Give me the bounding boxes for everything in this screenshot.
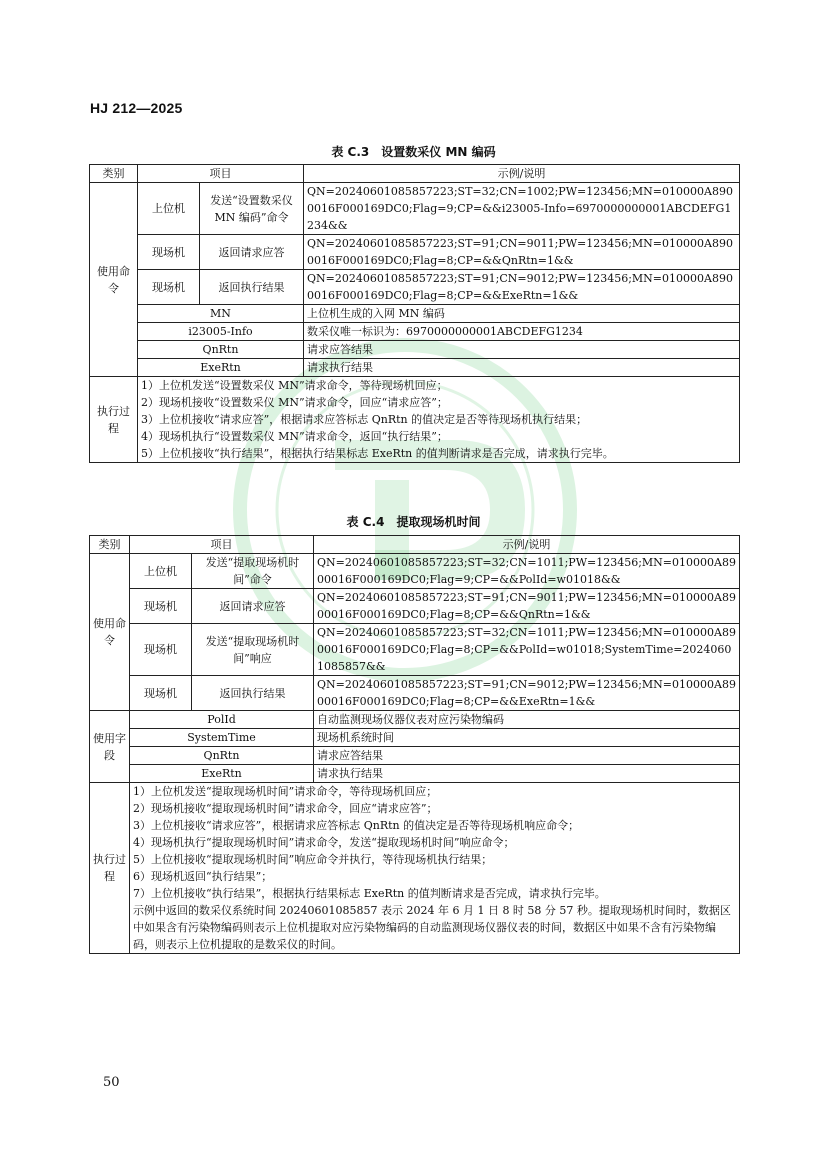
- row-example: QN=20240601085857223;ST=91;CN=9012;PW=123456;MN=010000A8900016F000169DC0;Flag=8;CP=&&ExeRtn=1&&: [314, 676, 740, 711]
- row-party: 现场机: [130, 624, 192, 676]
- process-row: [90, 783, 740, 954]
- row-action: 返回执行结果: [192, 676, 314, 711]
- row-example: QN=20240601085857223;ST=91;CN=9011;PW=123456;MN=010000A8900016F000169DC0;Flag=8;CP=&&QnRtn=1&&: [304, 235, 740, 270]
- field-desc: 请求应答结果: [304, 341, 740, 359]
- table-head-row: [90, 536, 740, 554]
- process-step: 4）现场机执行“设置数采仪 MN”请求命令，返回“执行结果”；: [141, 430, 448, 443]
- process-note: 示例中返回的数采仪系统时间 20240601085857 表示 2024 年 6 月 1 日 8 时 58 分 57 秒。提取现场机时间时，数据区中如果含有污染物编码则表示上位机提取对应污染物编码的自动监测现场仪器仪表的时间，数据区中如果不含有污染物编码，则表示上位机提取的是数采仪的时间。: [133, 904, 731, 951]
- field-desc: 请求应答结果: [314, 747, 740, 765]
- field-desc: 数采仪唯一标识为：6970000000001ABCDEFG1234: [304, 323, 740, 341]
- row-action: 返回请求应答: [192, 589, 314, 624]
- table-c3-caption: 表 C.3 设置数采仪 MN 编码: [331, 145, 496, 159]
- head-example: 示例/说明: [314, 536, 740, 554]
- category-exec-process: 执行过程: [90, 377, 138, 463]
- row-example: QN=20240601085857223;ST=91;CN=9012;PW=123456;MN=010000A8900016F000169DC0;Flag=8;CP=&&ExeRtn=1&&: [304, 270, 740, 305]
- field-name: ExeRtn: [130, 765, 314, 783]
- row-action: 发送“提取现场机时间”命令: [192, 554, 314, 589]
- row-action: 发送“提取现场机时间”响应: [192, 624, 314, 676]
- table-head-row: [90, 165, 740, 183]
- page-number: 50: [103, 1075, 120, 1090]
- document-header: HJ 212—2025: [90, 100, 183, 116]
- field-desc: 上位机生成的入网 MN 编码: [304, 305, 740, 323]
- row-party: 上位机: [130, 554, 192, 589]
- head-example: 示例/说明: [304, 165, 740, 183]
- field-row: [90, 711, 740, 729]
- process-step: 2）现场机接收“设置数采仪 MN”请求命令，回应“请求应答”；: [141, 396, 448, 409]
- field-name: SystemTime: [130, 729, 314, 747]
- row-action: 发送“设置数采仪 MN 编码”命令: [200, 183, 304, 235]
- table-c4-caption: 表 C.4 提取现场机时间: [346, 515, 481, 529]
- process-step: 6）现场机返回“执行结果”；: [133, 870, 273, 883]
- table-row: [90, 554, 740, 589]
- row-party: 现场机: [130, 676, 192, 711]
- field-name: i23005-Info: [138, 323, 304, 341]
- category-use-command: 使用命令: [90, 554, 130, 711]
- row-party: 现场机: [138, 270, 200, 305]
- field-name: ExeRtn: [138, 359, 304, 377]
- field-row: [90, 765, 740, 783]
- head-item: 项目: [138, 165, 304, 183]
- category-use-fields: 使用字段: [90, 711, 130, 783]
- row-example: QN=20240601085857223;ST=32;CN=1002;PW=123456;MN=010000A8900016F000169DC0;Flag=9;CP=&&i23005-Info=6970000000001ABCDEFG1234&&: [304, 183, 740, 235]
- field-name: QnRtn: [130, 747, 314, 765]
- head-item: 项目: [130, 536, 314, 554]
- process-row: [90, 377, 740, 463]
- process-step: 5）上位机接收“执行结果”，根据执行结果标志 ExeRtn 的值判断请求是否完成，请求执行完毕。: [141, 447, 614, 460]
- field-row: [90, 341, 740, 359]
- process-step: 1）上位机发送“提取现场机时间”请求命令，等待现场机回应；: [133, 785, 438, 798]
- row-example: QN=20240601085857223;ST=32;CN=1011;PW=123456;MN=010000A8900016F000169DC0;Flag=8;CP=&&PolId=w01018;SystemTime=20240601085857&&: [314, 624, 740, 676]
- process-steps: [138, 377, 740, 463]
- table-row: [90, 183, 740, 235]
- field-name: MN: [138, 305, 304, 323]
- table-row: [90, 676, 740, 711]
- process-step: 5）上位机接收“提取现场机时间”响应命令并执行，等待现场机执行结果；: [133, 853, 493, 866]
- table-row: [90, 624, 740, 676]
- field-desc: 请求执行结果: [304, 359, 740, 377]
- field-row: [90, 729, 740, 747]
- table-row: [90, 235, 740, 270]
- field-desc: 自动监测现场仪器仪表对应污染物编码: [314, 711, 740, 729]
- head-category: 类别: [90, 165, 138, 183]
- category-exec-process: 执行过程: [90, 783, 130, 954]
- field-row: [90, 359, 740, 377]
- field-name: QnRtn: [138, 341, 304, 359]
- field-row: [90, 323, 740, 341]
- row-party: 现场机: [130, 589, 192, 624]
- field-row: [90, 305, 740, 323]
- process-step: 2）现场机接收“提取现场机时间”请求命令，回应“请求应答”；: [133, 802, 438, 815]
- field-name: PolId: [130, 711, 314, 729]
- row-party: 现场机: [138, 235, 200, 270]
- field-desc: 请求执行结果: [314, 765, 740, 783]
- field-row: [90, 747, 740, 765]
- process-step: 3）上位机接收“请求应答”，根据请求应答标志 QnRtn 的值决定是否等待现场机执行结果；: [141, 413, 588, 426]
- process-steps: [130, 783, 740, 954]
- table-row: [90, 270, 740, 305]
- process-step: 7）上位机接收“执行结果”，根据执行结果标志 ExeRtn 的值判断请求是否完成，请求执行完毕。: [133, 887, 606, 900]
- row-example: QN=20240601085857223;ST=91;CN=9011;PW=123456;MN=010000A8900016F000169DC0;Flag=8;CP=&&QnRtn=1&&: [314, 589, 740, 624]
- row-action: 返回请求应答: [200, 235, 304, 270]
- head-category: 类别: [90, 536, 130, 554]
- category-use-command: 使用命令: [90, 183, 138, 377]
- row-party: 上位机: [138, 183, 200, 235]
- process-step: 4）现场机执行“提取现场机时间”请求命令，发送“提取现场机时间”响应命令；: [133, 836, 515, 849]
- row-action: 返回执行结果: [200, 270, 304, 305]
- row-example: QN=20240601085857223;ST=32;CN=1011;PW=123456;MN=010000A8900016F000169DC0;Flag=9;CP=&&PolId=w01018&&: [314, 554, 740, 589]
- process-step: 1）上位机发送“设置数采仪 MN”请求命令，等待现场机回应；: [141, 379, 448, 392]
- process-step: 3）上位机接收“请求应答”，根据请求应答标志 QnRtn 的值决定是否等待现场机响应命令；: [133, 819, 580, 832]
- field-desc: 现场机系统时间: [314, 729, 740, 747]
- table-c3: [89, 164, 740, 463]
- table-c4: [89, 535, 740, 954]
- table-row: [90, 589, 740, 624]
